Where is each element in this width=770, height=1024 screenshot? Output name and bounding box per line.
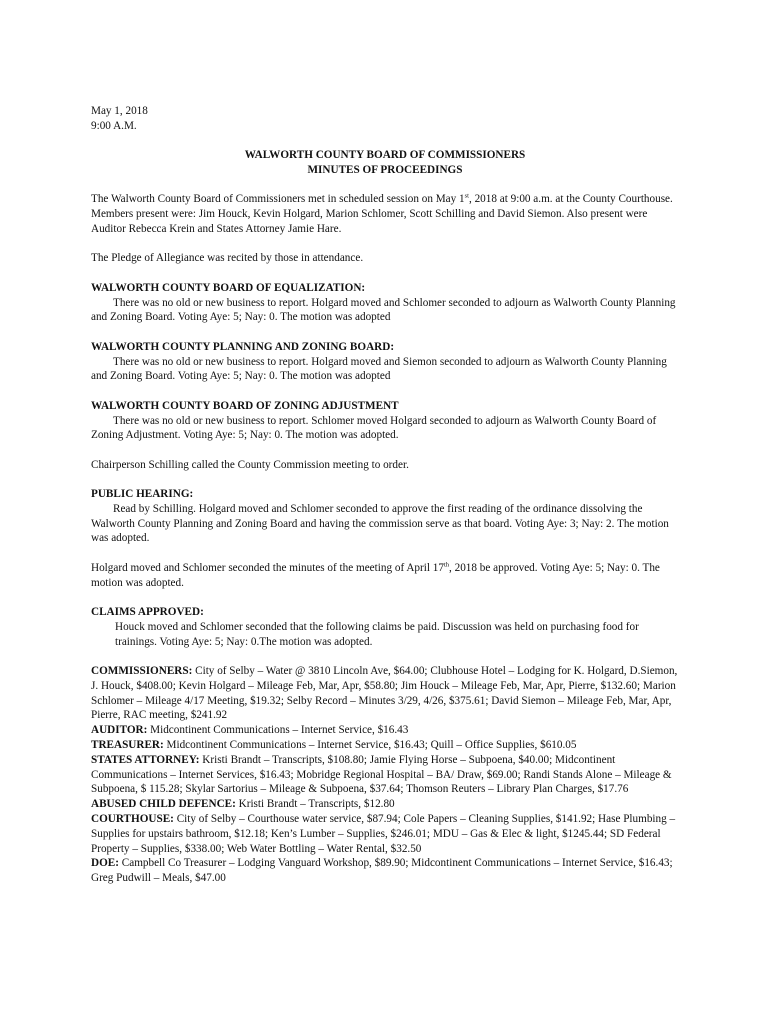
- claim-entry: [91, 856, 679, 886]
- document-page: [91, 104, 679, 886]
- minutes-text-2: , 2018 be approved. Voting Aye: 5; Nay: 0. The motion was adopted.: [91, 561, 660, 589]
- minutes-paragraph: [91, 561, 679, 591]
- zoning-text: There was no old or new business to report. Schlomer moved Holgard seconded to adjourn as Walworth County Board of Zoning Adjustment. Voting Aye: 5; Nay: 0. The motion was adopted.: [91, 414, 657, 442]
- claim-text: City of Selby – Water @ 3810 Lincoln Ave, $64.00; Clubhouse Hotel – Lodging for K. Holgard, D.Siemon, J. Houck, $408.00; Kevin Holgard – Mileage Feb, Mar, Apr, $58.80; Jim Houck – Mileage Feb, Mar, Apr, Pierre, $132.60; Marion Schlomer – Mileage 4/17 Meeting, $19.32; Selby Record – Minutes 3/29, 4/26, $375.61; David Siemon – Mileage Feb, Mar, Apr, Pierre, RAC meeting, $241.92: [91, 665, 678, 722]
- intro-superscript: st: [464, 192, 469, 200]
- meeting-time: 9:00 A.M.: [91, 119, 137, 132]
- claim-entry: [91, 723, 679, 738]
- claim-text: Midcontinent Communications – Internet Service, $16.43: [147, 724, 409, 737]
- hearing-text: Read by Schilling. Holgard moved and Schlomer seconded to approve the first reading of the ordinance dissolving the Walworth County Planning and Zoning Board and having the commission serve as that board. Voting Aye: 3; Nay: 2. The motion was adopted.: [91, 502, 669, 545]
- claim-label: STATES ATTORNEY:: [91, 753, 200, 766]
- planning-text: There was no old or new business to report. Holgard moved and Siemon seconded to adjourn as Walworth County Planning and Zoning Board. Voting Aye: 5; Nay: 0. The motion was adopted: [91, 355, 667, 383]
- zoning-heading: WALWORTH COUNTY BOARD OF ZONING ADJUSTMENT: [91, 399, 399, 412]
- claim-text: Kristi Brandt – Transcripts, $12.80: [235, 798, 395, 811]
- claim-text: City of Selby – Courthouse water service, $87.94; Cole Papers – Cleaning Supplies, $141.92; Hase Plumbing – Supplies for upstairs bathroom, $12.18; Ken’s Lumber – Supplies, $246.01; MDU – Gas & Elec & light, $1245.44; SD Federal Property – Supplies, $338.00; Web Water Bottling – Water Rental, $32.50: [91, 813, 676, 855]
- equalization-heading: WALWORTH COUNTY BOARD OF EQUALIZATION:: [91, 281, 366, 294]
- claim-entry: [91, 738, 679, 753]
- claim-text: Midcontinent Communications – Internet Service, $16.43; Quill – Office Supplies, $610.05: [163, 739, 577, 752]
- claim-entry: [91, 812, 679, 856]
- claim-label: COURTHOUSE:: [91, 813, 174, 826]
- hearing-heading: PUBLIC HEARING:: [91, 488, 194, 501]
- claim-entry: [91, 753, 679, 797]
- claim-label: ABUSED CHILD DEFENCE:: [91, 798, 236, 811]
- claim-entry: [91, 797, 679, 812]
- document-title: WALWORTH COUNTY BOARD OF COMMISSIONERS: [244, 149, 526, 162]
- minutes-text-1: Holgard moved and Schlomer seconded the minutes of the meeting of April 17: [91, 561, 444, 574]
- intro-text-1: The Walworth County Board of Commissioners met in scheduled session on May 1: [91, 193, 465, 206]
- document-subtitle: MINUTES OF PROCEEDINGS: [307, 163, 463, 176]
- claim-label: DOE:: [91, 857, 119, 870]
- pledge-paragraph: The Pledge of Allegiance was recited by those in attendance.: [91, 252, 364, 265]
- claims-text: Houck moved and Schlomer seconded that the following claims be paid. Discussion was held on purchasing food for trainings. Voting Aye: 5; Nay: 0.The motion was adopted.: [115, 620, 639, 648]
- claim-label: AUDITOR:: [91, 724, 148, 737]
- claims-list: [91, 664, 679, 886]
- claim-text: Kristi Brandt – Transcripts, $108.80; Jamie Flying Horse – Subpoena, $40.00; Midcontinent Communications – Internet Services, $16.43; Mobridge Regional Hospital – BA/ Draw, $69.00; Randi Stands Alone – Mileage & Subpoena, $ 115.28; Skylar Sartorius – Mileage & Subpoena, $37.64; Thomson Reuters – Library Plan Charges, $17.76: [91, 753, 672, 796]
- claims-heading: CLAIMS APPROVED:: [91, 606, 204, 619]
- intro-text-2: , 2018 at 9:00 a.m. at the County Courthouse. Members present were: Jim Houck, Kevin Holgard, Marion Schlomer, Scott Schilling and David Siemon. Also present were Auditor Rebecca Krein and States Attorney Jamie Hare.: [91, 193, 673, 235]
- minutes-superscript: th: [443, 561, 450, 569]
- meeting-date: May 1, 2018: [91, 105, 148, 117]
- equalization-text: There was no old or new business to report. Holgard moved and Schlomer seconded to adjourn as Walworth County Planning and Zoning Board. Voting Aye: 5; Nay: 0. The motion was adopted: [91, 296, 676, 324]
- claim-entry: [91, 664, 679, 723]
- planning-heading: WALWORTH COUNTY PLANNING AND ZONING BOARD:: [91, 340, 395, 353]
- chair-paragraph: Chairperson Schilling called the County Commission meeting to order.: [91, 458, 409, 471]
- intro-paragraph: [91, 192, 679, 236]
- claim-text: Campbell Co Treasurer – Lodging Vanguard Workshop, $89.90; Midcontinent Communications – Internet Service, $16.43; Greg Pudwill – Meals, $47.00: [91, 857, 673, 885]
- claim-label: COMMISSIONERS:: [91, 665, 193, 678]
- claim-label: TREASURER:: [91, 739, 164, 752]
